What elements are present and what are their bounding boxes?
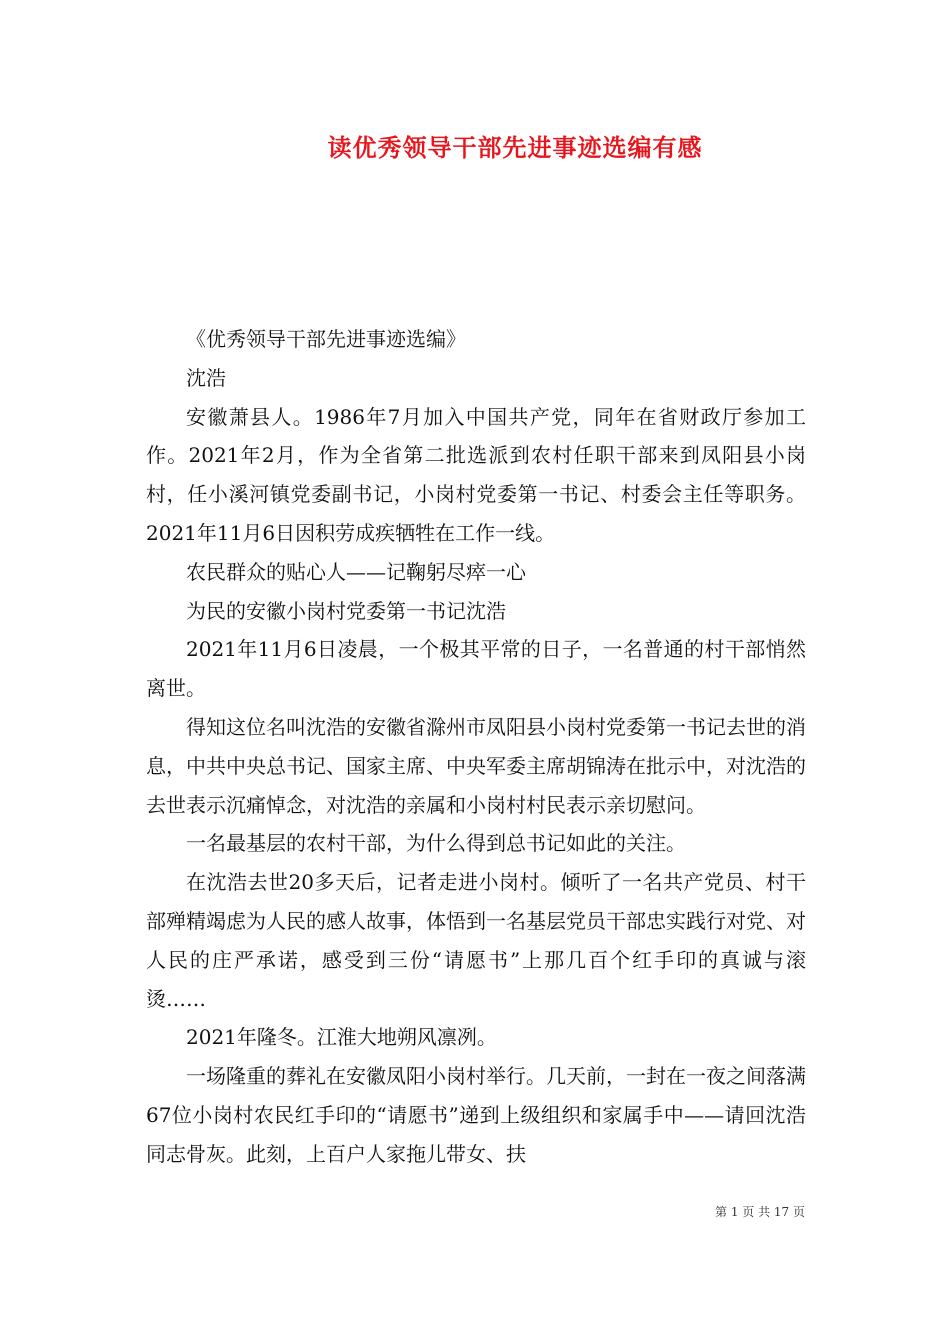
page-number-footer: 第 1 页 共 17 页	[715, 1205, 805, 1219]
paragraph-biography: 安徽萧县人。1986年7月加入中国共产党，同年在省财政厅参加工作。2021年2月，作为全省第二批选派到农村任职干部来到凤阳县小岗村，任小溪河镇党委副书记，小岗村党委第一书记、村委会主任等职务。2021年11月6日因积劳成疾牺牲在工作一线。	[146, 404, 806, 545]
paragraph: 一场隆重的葬礼在安徽凤阳小岗村举行。几天前，一封在一夜之间落满67位小岗村农民红手印的“请愿书”递到上级组织和家属手中——请回沈浩同志骨灰。此刻，上百户人家拖儿带女、扶	[146, 1064, 806, 1166]
paragraph: 2021年11月6日凌晨，一个极其平常的日子，一名普通的村干部悄然离世。	[146, 637, 806, 701]
paragraph: 在沈浩去世20多天后，记者走进小岗村。倾听了一名共产党员、村干部殚精竭虑为人民的感人故事，体悟到一名基层党员干部忠实践行对党、对人民的庄严承诺，感受到三份“请愿书”上那几百个红手印的真诚与滚烫……	[146, 870, 806, 1011]
document-title: 读优秀领导干部先进事迹选编有感	[327, 133, 703, 162]
paragraph-heading-line-1: 农民群众的贴心人——记鞠躬尽瘁一心	[186, 559, 526, 584]
paragraph-book-title: 《优秀领导干部先进事迹选编》	[186, 327, 466, 351]
paragraph-person-name: 沈浩	[186, 365, 226, 390]
paragraph: 一名最基层的农村干部，为什么得到总书记如此的关注。	[186, 831, 686, 856]
paragraph: 得知这位名叫沈浩的安徽省滁州市凤阳县小岗村党委第一书记去世的消息，中共中央总书记、国家主席、中央军委主席胡锦涛在批示中，对沈浩的去世表示沉痛悼念，对沈浩的亲属和小岗村村民表示亲切慰问。	[146, 714, 806, 817]
paragraph: 2021年隆冬。江淮大地朔风凛冽。	[186, 1025, 497, 1050]
paragraph-heading-line-2: 为民的安徽小岗村党委第一书记沈浩	[186, 598, 506, 623]
document-body	[146, 320, 806, 1174]
